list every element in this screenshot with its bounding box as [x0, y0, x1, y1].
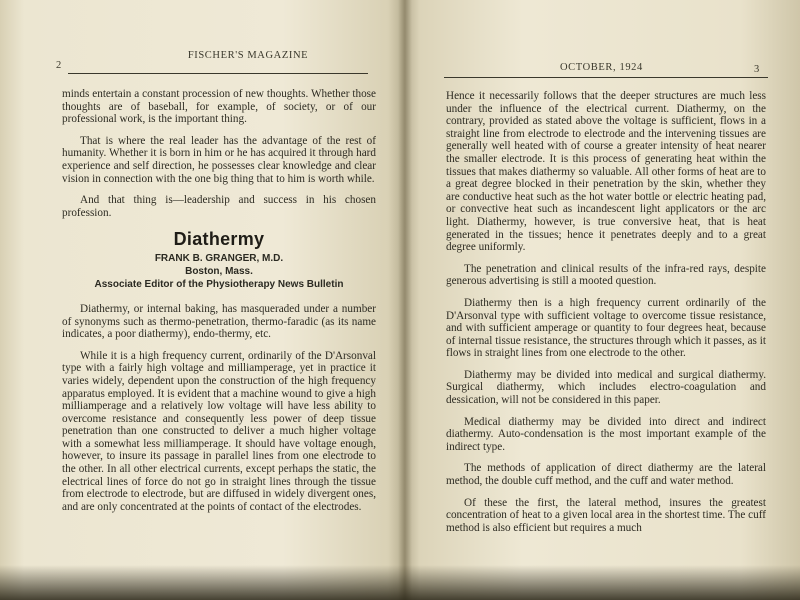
article-paragraph: Medical diathermy may be divided into direct and indirect diathermy. Auto-condensation is the most important example of the indirect type. — [446, 415, 766, 453]
article-paragraph: Hence it necessarily follows that the deeper structures are much less under the influence of the electrical current. Diathermy, on the contrary, provided as stated above the voltage is sufficient, flows in a straight line from electrode to electrode and the intervening tissues are generally well heated with of course a greater intensity of heat nearer the smaller electrode. It is this process of generating heat within the tissues that makes diathermy so valuable. All other forms of heat are to a great degree blocked in their penetration by the skin, whether they are conductive heat such as the hot water bottle or electric heating pad, or convective heat such as incandescent light applicators or the arc light. Diathermy, however, is true conversive heat, that is heat generated in the tissues; hence it penetrates deeply and to a great degree uniformly. — [446, 90, 766, 254]
article-paragraph: Of these the first, the lateral method, insures the greatest concentration of heat to a given local area in the shortest time. The cuff method is also efficient but requires a much — [446, 496, 766, 534]
article-paragraph: The penetration and clinical results of the infra-red rays, despite generous advertising is still a mooted question. — [446, 262, 766, 288]
left-header-rule — [68, 73, 368, 74]
left-page-number: 2 — [56, 60, 62, 71]
right-header-rule — [444, 77, 768, 78]
intro-paragraph: That is where the real leader has the advantage of the rest of humanity. Whether it is born in him or he has acquired it through hard experience and self direction, he possesses clear knowledge and clear vision in connection with the one big thing that to him is worth while. — [62, 134, 376, 185]
article-author: FRANK B. GRANGER, M.D. — [154, 252, 284, 264]
left-header-title: FISCHER'S MAGAZINE — [187, 50, 309, 61]
book-gutter — [398, 0, 412, 600]
article-paragraph: Diathermy then is a high frequency current ordinarily of the D'Arsonval type with sufficient voltage to overcome tissue resistance, and with sufficient amperage or quantity to four degrees heat, because of internal tissue resistance, the structures through which it passes, as it flows in straight lines from one electrode to the other. — [446, 296, 766, 360]
right-header-date: OCTOBER, 1924 — [560, 62, 643, 73]
article-paragraph: Diathermy may be divided into medical and surgical diathermy. Surgical diathermy, which includes electro-coagulation and dessication, will not be considered in this paper. — [446, 368, 766, 407]
article-location: Boston, Mass. — [185, 265, 253, 277]
table-shadow — [0, 565, 800, 600]
article-affiliation: Associate Editor of the Physiotherapy News Bulletin — [94, 278, 344, 290]
right-column — [446, 90, 766, 543]
article-title: Diathermy — [173, 229, 265, 250]
intro-paragraph: minds entertain a constant procession of new thoughts. Whether those thoughts are of baseball, for example, of society, or of our professional work, is the important thing. — [62, 88, 376, 126]
article-paragraph: While it is a high frequency current, ordinarily of the D'Arsonval type with a fairly high voltage and milliamperage, yet in practice it varies widely, dependent upon the construction of the high frequency apparatus employed. It is evident that a machine wound to give a high milliamperage and a relatively low voltage will have less ability to overcome resistance and consequently less power of deep tissue penetration than one constructed to deliver a much higher voltage with a somewhat less milliamperage. It should have voltage enough, however, to insure its passage in parallel lines from one electrode to the other. In all other electrical currents, except perhaps the static, the electrical lines of force do not go in straight lines through the tissue from electrode to electrode, but are diffused in widely divergent ones, and are only concentrated at the points of contact of the electrodes. — [62, 349, 376, 513]
article-paragraph: Diathermy, or internal baking, has masqueraded under a number of synonyms such as thermo-penetration, thermo-faradic (as its name indicates, a poor diathermy), endo-thermy, etc. — [62, 302, 376, 341]
intro-paragraph: And that thing is—leadership and success in his chosen profession. — [62, 194, 376, 219]
article-paragraph: The methods of application of direct diathermy are the lateral method, the double cuff method, and the cuff and water method. — [446, 462, 766, 488]
right-page-number: 3 — [754, 64, 760, 75]
left-column — [62, 88, 376, 522]
